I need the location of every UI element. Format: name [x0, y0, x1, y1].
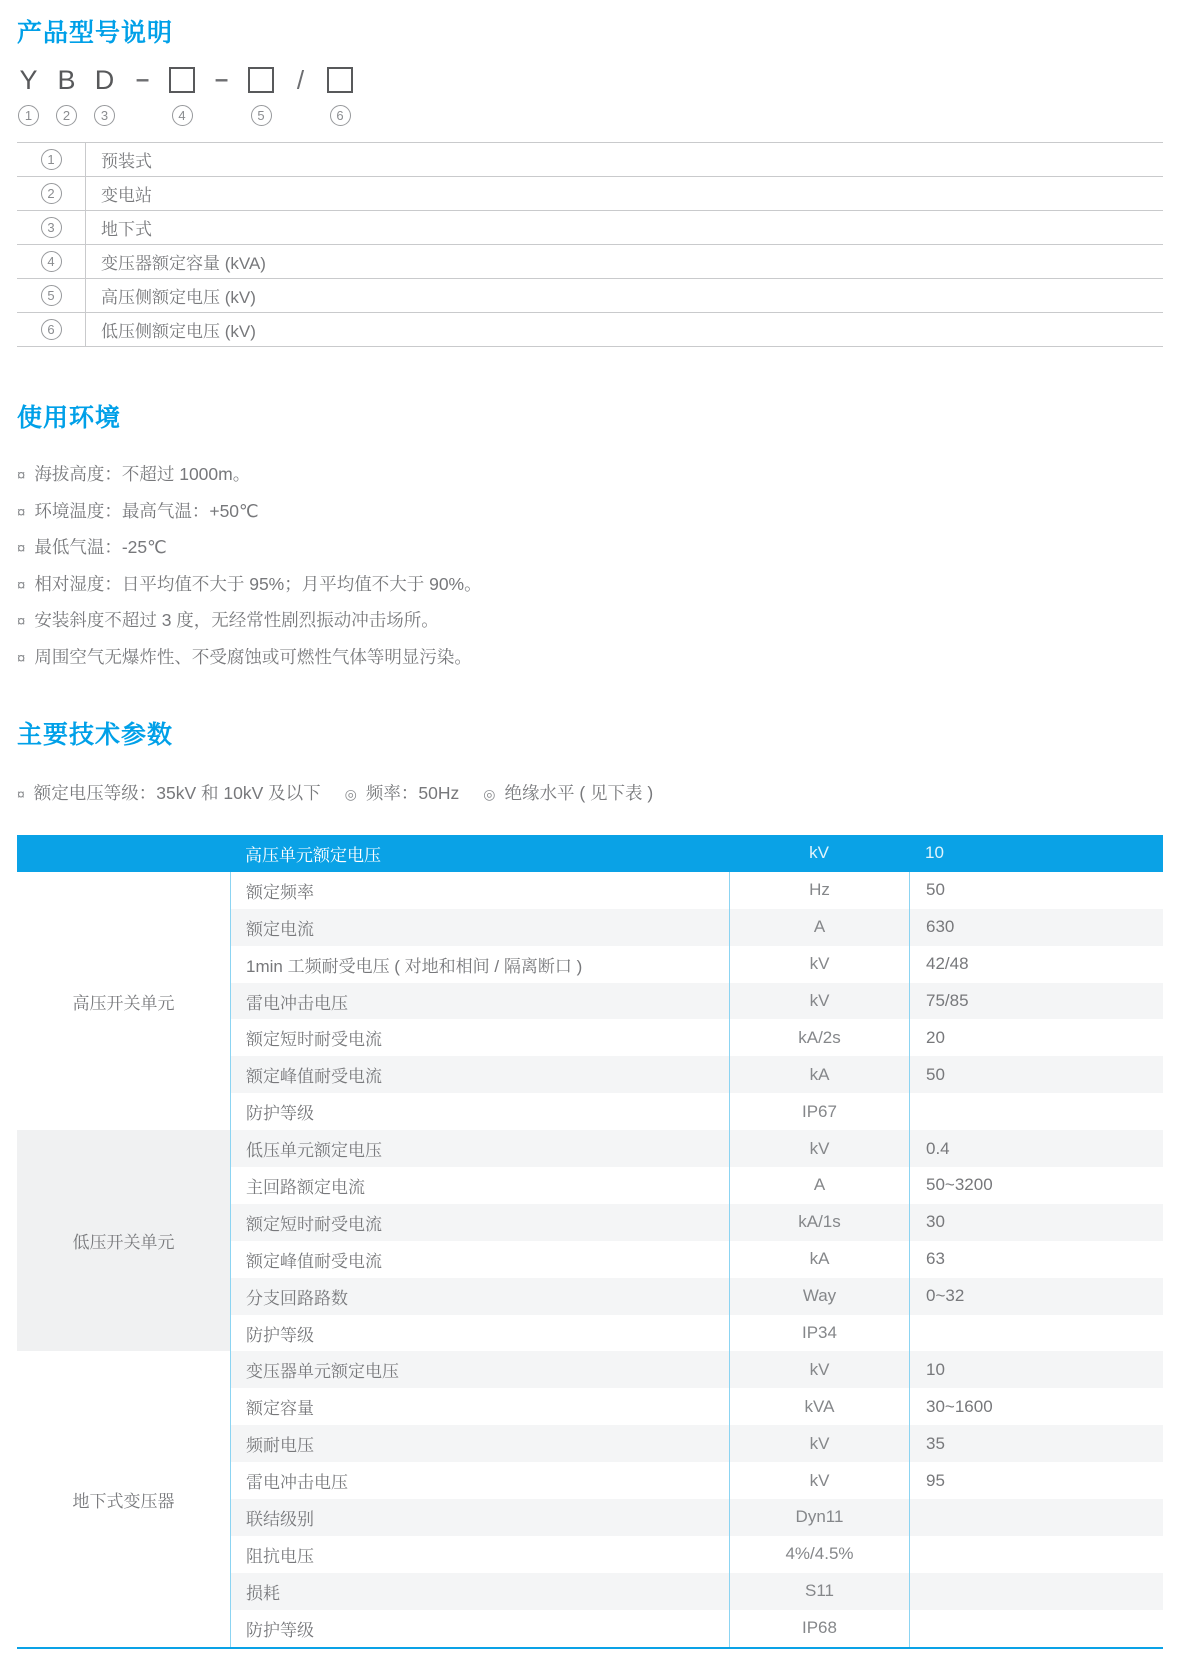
- spec-unit-cell: kA: [729, 1241, 909, 1278]
- env-item-text: 最低气温：-25℃: [34, 537, 167, 557]
- bullet-icon: ¤: [17, 467, 26, 484]
- spec-unit-cell: Way: [729, 1278, 909, 1315]
- circled-number: 1: [41, 149, 62, 170]
- spec-unit-cell: IP67: [729, 1093, 909, 1130]
- bullet-icon: ¤: [17, 576, 26, 594]
- legend-row: [17, 279, 1163, 313]
- box-placeholder-icon: [169, 67, 195, 93]
- legend-text-cell: 低压侧额定电压 (kV): [85, 313, 1163, 346]
- spec-value-cell: 10: [909, 1351, 1163, 1388]
- bullet-icon: ¤: [17, 503, 26, 521]
- spec-param-cell: 额定峰值耐受电流: [230, 1056, 729, 1093]
- intro-segment-text: 额定电压等级：35kV 和 10kV 及以下: [33, 783, 321, 803]
- spec-group-cell: 低压开关单元: [17, 1130, 230, 1351]
- spec-param-cell: 损耗: [230, 1573, 729, 1610]
- spec-unit-cell: kA/2s: [729, 1019, 909, 1056]
- model-code-part: [327, 64, 353, 128]
- bullet-icon: ¤: [17, 786, 25, 802]
- legend-number-cell: [17, 245, 85, 278]
- spec-param-cell: 频耐电压: [230, 1425, 729, 1462]
- spec-value-cell: [909, 1536, 1163, 1573]
- spec-unit-cell: kV: [729, 1130, 909, 1167]
- circled-number: 6: [330, 105, 351, 126]
- legend-number-cell: [17, 211, 85, 244]
- circled-number: 3: [41, 217, 62, 238]
- model-code-part: [93, 64, 116, 128]
- legend-row: [17, 313, 1163, 347]
- spec-param-cell: 变压器单元额定电压: [230, 1351, 729, 1388]
- spec-unit-cell: IP34: [729, 1315, 909, 1352]
- env-item-text: 安装斜度不超过 3 度，无经常性剧烈振动冲击场所。: [34, 610, 439, 630]
- legend-text-cell: 变压器额定容量 (kVA): [85, 245, 1163, 278]
- box-placeholder-icon: [248, 67, 274, 93]
- spec-param-cell: 额定容量: [230, 1388, 729, 1425]
- model-code-char: B: [57, 64, 76, 95]
- spec-header-unit: kV: [729, 835, 909, 872]
- spec-group-cell: 地下式变压器: [17, 1351, 230, 1646]
- env-item: [17, 567, 1163, 604]
- spec-unit-cell: kV: [729, 1351, 909, 1388]
- legend-row: [17, 245, 1163, 279]
- model-code-box: [169, 64, 195, 96]
- env-item: [17, 603, 1163, 640]
- legend-text-cell: 预装式: [85, 143, 1163, 176]
- model-code-line: [17, 64, 1163, 128]
- intro-segment-text: 频率：50Hz: [365, 783, 460, 803]
- model-code-part: [17, 64, 40, 128]
- spec-value-cell: 0.4: [909, 1130, 1163, 1167]
- spec-unit-cell: kV: [729, 983, 909, 1020]
- spec-value-cell: 0~32: [909, 1278, 1163, 1315]
- spec-value-cell: 50: [909, 872, 1163, 909]
- spec-param-cell: 分支回路路数: [230, 1278, 729, 1315]
- model-code-part: [210, 64, 233, 128]
- model-code-part: [289, 64, 312, 128]
- model-legend-table: [17, 142, 1163, 347]
- bullet-icon: ◎: [344, 786, 357, 802]
- model-code-char: –: [214, 66, 229, 93]
- model-code-part: [248, 64, 274, 128]
- env-item: [17, 457, 1163, 494]
- legend-row: [17, 211, 1163, 245]
- spec-value-cell: 630: [909, 909, 1163, 946]
- env-item: [17, 640, 1163, 677]
- spec-unit-cell: S11: [729, 1573, 909, 1610]
- env-item-text: 相对湿度：日平均值不大于 95%；月平均值不大于 90%。: [34, 573, 482, 594]
- spec-param-cell: 防护等级: [230, 1610, 729, 1647]
- spec-param-cell: 阻抗电压: [230, 1536, 729, 1573]
- spec-param-cell: 主回路额定电流: [230, 1167, 729, 1204]
- environment-section-title: 使用环境: [17, 404, 122, 432]
- spec-value-cell: 63: [909, 1241, 1163, 1278]
- legend-row: [17, 177, 1163, 211]
- spec-value-cell: [909, 1610, 1163, 1647]
- spec-unit-cell: kV: [729, 946, 909, 983]
- circled-number: 4: [172, 105, 193, 126]
- legend-number-cell: [17, 177, 85, 210]
- spec-value-cell: [909, 1315, 1163, 1352]
- model-code-char: Y: [19, 64, 38, 95]
- env-item: [17, 494, 1163, 531]
- spec-unit-cell: kV: [729, 1462, 909, 1499]
- spec-value-cell: 35: [909, 1425, 1163, 1462]
- env-item-text: 海拔高度：不超过 1000m。: [34, 464, 251, 484]
- spec-unit-cell: kA/1s: [729, 1204, 909, 1241]
- model-code-box: [327, 64, 353, 96]
- spec-param-cell: 防护等级: [230, 1093, 729, 1130]
- env-item-text: 周围空气无爆炸性、不受腐蚀或可燃性气体等明显污染。: [34, 646, 472, 667]
- spec-table: [17, 835, 1163, 1649]
- model-code-index: [56, 102, 77, 128]
- box-placeholder-icon: [327, 67, 353, 93]
- spec-value-cell: 20: [909, 1019, 1163, 1056]
- bullet-icon: ◎: [483, 786, 496, 802]
- circled-number: 1: [18, 105, 39, 126]
- model-code-char: /: [296, 65, 305, 95]
- legend-text-cell: 变电站: [85, 177, 1163, 210]
- spec-value-cell: 30: [909, 1204, 1163, 1241]
- parameters-section-title: 主要技术参数: [17, 721, 174, 749]
- circled-number: 2: [56, 105, 77, 126]
- spec-unit-cell: A: [729, 1167, 909, 1204]
- spec-param-cell: 防护等级: [230, 1315, 729, 1352]
- spec-header-value: 10: [909, 835, 1163, 872]
- intro-segment: [17, 780, 321, 805]
- spec-value-cell: 75/85: [909, 983, 1163, 1020]
- spec-param-cell: 额定频率: [230, 872, 729, 909]
- spec-header-label: 高压单元额定电压: [230, 835, 729, 872]
- legend-row: [17, 143, 1163, 177]
- spec-param-cell: 额定电流: [230, 909, 729, 946]
- legend-number-cell: [17, 313, 85, 346]
- bullet-icon: ¤: [17, 649, 26, 667]
- spec-param-cell: 联结级别: [230, 1499, 729, 1536]
- model-code-char: –: [135, 66, 150, 93]
- spec-value-cell: [909, 1093, 1163, 1130]
- spec-header-corner: [17, 835, 230, 872]
- legend-text-cell: 高压侧额定电压 (kV): [85, 279, 1163, 312]
- spec-param-cell: 1min 工频耐受电压 ( 对地和相间 / 隔离断口 ): [230, 946, 729, 983]
- intro-segment: [483, 780, 653, 805]
- circled-number: 3: [94, 105, 115, 126]
- spec-value-cell: 95: [909, 1462, 1163, 1499]
- circled-number: 6: [41, 319, 62, 340]
- spec-value-cell: [909, 1499, 1163, 1536]
- spec-value-cell: 50~3200: [909, 1167, 1163, 1204]
- parameters-intro-line: [17, 780, 1163, 805]
- spec-value-cell: 42/48: [909, 946, 1163, 983]
- spec-unit-cell: kA: [729, 1056, 909, 1093]
- spec-param-cell: 低压单元额定电压: [230, 1130, 729, 1167]
- model-code-index: [330, 102, 351, 128]
- circled-number: 5: [251, 105, 272, 126]
- model-section-title: 产品型号说明: [17, 19, 174, 47]
- model-code-index: [94, 102, 115, 128]
- bullet-icon: ¤: [17, 540, 26, 557]
- model-code-index: [172, 102, 193, 128]
- env-item: [17, 530, 1163, 567]
- spec-unit-cell: Hz: [729, 872, 909, 909]
- circled-number: 2: [41, 183, 62, 204]
- model-code-index: [18, 102, 39, 128]
- spec-param-cell: 雷电冲击电压: [230, 983, 729, 1020]
- spec-unit-cell: Dyn11: [729, 1499, 909, 1536]
- spec-value-cell: 30~1600: [909, 1388, 1163, 1425]
- spec-param-cell: 额定短时耐受电流: [230, 1019, 729, 1056]
- model-code-box: [248, 64, 274, 96]
- spec-value-cell: [909, 1573, 1163, 1610]
- spec-unit-cell: IP68: [729, 1610, 909, 1647]
- spec-param-cell: 雷电冲击电压: [230, 1462, 729, 1499]
- spec-param-cell: 额定短时耐受电流: [230, 1204, 729, 1241]
- model-code-index: [251, 102, 272, 128]
- model-code-part: [169, 64, 195, 128]
- spec-unit-cell: kV: [729, 1425, 909, 1462]
- model-code-char: D: [94, 64, 115, 95]
- spec-value-cell: 50: [909, 1056, 1163, 1093]
- model-code-part: [131, 64, 154, 128]
- legend-number-cell: [17, 143, 85, 176]
- spec-unit-cell: 4%/4.5%: [729, 1536, 909, 1573]
- circled-number: 5: [41, 285, 62, 306]
- spec-unit-cell: kVA: [729, 1388, 909, 1425]
- spec-unit-cell: A: [729, 909, 909, 946]
- environment-list: [17, 457, 1163, 676]
- spec-param-cell: 额定峰值耐受电流: [230, 1241, 729, 1278]
- legend-text-cell: 地下式: [85, 211, 1163, 244]
- intro-segment: [345, 780, 460, 805]
- spec-group-cell: 高压开关单元: [17, 872, 230, 1130]
- model-code-part: [55, 64, 78, 128]
- circled-number: 4: [41, 251, 62, 272]
- env-item-text: 环境温度：最高气温：+50℃: [34, 500, 259, 521]
- bullet-icon: ¤: [17, 613, 26, 630]
- intro-segment-text: 绝缘水平 ( 见下表 ): [504, 783, 654, 803]
- legend-number-cell: [17, 279, 85, 312]
